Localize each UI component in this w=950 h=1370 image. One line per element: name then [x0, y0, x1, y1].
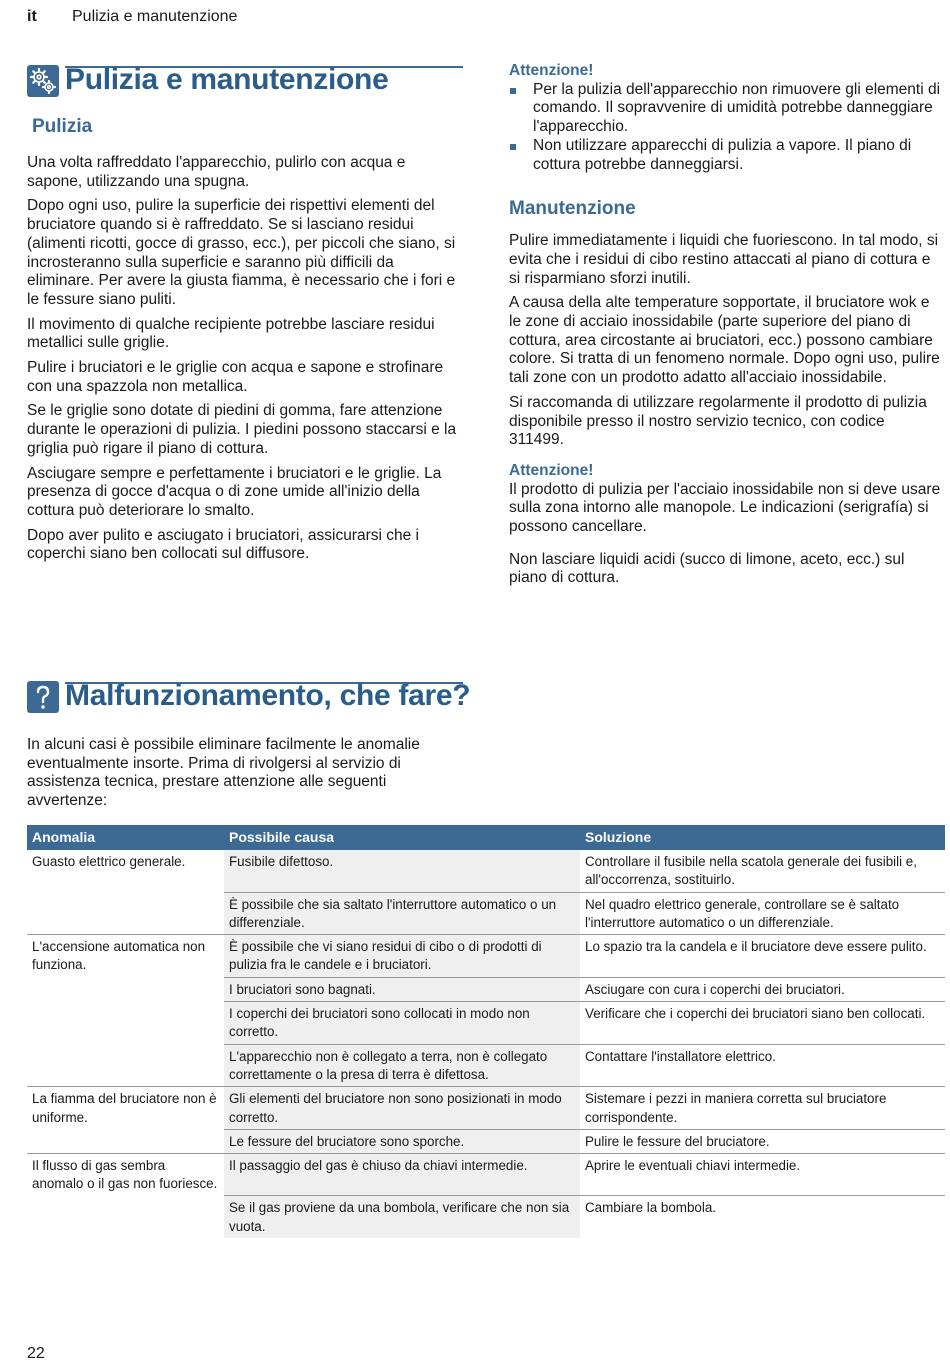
cleaning-title: Pulizia e manutenzione	[65, 63, 389, 96]
warning-text: Il prodotto di pulizia per l'acciaio inossidabile non si deve usare sulla zona intorno alle manopole. Le indicazioni (serigrafía) si possono cancellare.	[509, 480, 941, 536]
cause-cell: Il passaggio del gas è chiuso da chiavi intermedie.	[224, 1154, 580, 1196]
final-paragraph: Non lasciare liquidi acidi (succo di limone, aceto, ecc.) sul piano di cottura.	[509, 550, 905, 587]
warning-label: Attenzione!	[509, 62, 594, 79]
cause-cell: Le fessure del bruciatore sono sporche.	[224, 1129, 580, 1153]
anomaly-cell	[27, 1196, 224, 1238]
maintenance-title: Manutenzione	[509, 198, 636, 220]
anomaly-cell	[27, 1129, 224, 1153]
cause-cell: È possibile che vi siano residui di cibo o di prodotti di pulizia fra le candele e i bruciatori.	[224, 935, 580, 978]
right-column	[509, 62, 941, 594]
solution-cell: Lo spazio tra la candela e il bruciatore deve essere pulito.	[580, 935, 945, 978]
cause-cell: I coperchi dei bruciatori sono collocati in modo non corretto.	[224, 1002, 580, 1045]
solution-cell: Controllare il fusibile nella scatola generale dei fusibili e, all'occorrenza, sostituirlo.	[585, 854, 917, 888]
anomaly-cell	[27, 977, 224, 1001]
anomaly-cell	[27, 1002, 224, 1045]
table-row	[27, 977, 945, 1001]
column-header: Anomalia	[27, 825, 224, 850]
table-row	[27, 1044, 945, 1087]
page-number: 22	[27, 1345, 45, 1362]
solution-cell: Sistemare i pezzi in maniera corretta sul bruciatore corrispondente.	[580, 1087, 945, 1130]
cause-cell: I bruciatori sono bagnati.	[224, 977, 580, 1001]
cause-cell: È possibile che sia saltato l'interruttore automatico o un differenziale.	[224, 892, 580, 935]
anomaly-cell: Guasto elettrico generale.	[32, 854, 186, 869]
cause-cell: L'apparecchio non è collegato a terra, non è collegato correttamente o la presa di terra è difettosa.	[224, 1044, 580, 1087]
paragraph: Se le griglie sono dotate di piedini di gomma, fare attenzione durante le operazioni di pulizia. I piedini possono staccarsi e la griglia può rigare il piano di cottura.	[27, 402, 457, 457]
language-code: it	[27, 8, 37, 25]
table-row	[27, 1002, 945, 1045]
anomaly-cell: Il flusso di gas sembra anomalo o il gas non fuoriesce.	[27, 1154, 224, 1196]
solution-cell: Pulire le fessure del bruciatore.	[580, 1129, 945, 1153]
paragraph: Una volta raffreddato l'apparecchio, pulirlo con acqua e sapone, utilizzando una spugna.	[27, 154, 406, 190]
paragraph: Pulire immediatamente i liquidi che fuoriescono. In tal modo, si evita che i residui di cibo restino attaccati al piano di cottura e si risparmiano sforzi inutili.	[509, 232, 939, 287]
cleaning-heading	[27, 62, 463, 102]
paragraph: Pulire i bruciatori e le griglie con acqua e sapone e strofinare con una spazzola non metallica.	[27, 359, 444, 395]
list-item: Per la pulizia dell'apparecchio non rimuovere gli elementi di comando. Il sopravvenire di umidità potrebbe danneggiare l'apparecchio.	[509, 81, 941, 137]
solution-cell: Nel quadro elettrico generale, controllare se è saltato l'interruttore automatico o un differenziale.	[580, 892, 945, 935]
solution-cell: Cambiare la bombola.	[580, 1196, 945, 1238]
solution-cell: Asciugare con cura i coperchi dei bruciatori.	[580, 977, 945, 1001]
table-row	[27, 1129, 945, 1153]
table-row	[27, 892, 945, 935]
solution-cell: Aprire le eventuali chiavi intermedie.	[580, 1154, 945, 1196]
cleaning-subtitle: Pulizia	[32, 116, 93, 137]
paragraph: Asciugare sempre e perfettamente i bruciatori e le griglie. La presenza di gocce d'acqua o di zone umide all'inizio della cottura può deteriorare lo smalto.	[27, 464, 442, 519]
table-row	[27, 1196, 945, 1238]
anomaly-cell: La fiamma del bruciatore non è uniforme.	[27, 1087, 224, 1130]
paragraph: Dopo aver pulito e asciugato i bruciatori, assicurarsi che i coperchi siano ben collocati sul diffusore.	[27, 526, 419, 563]
paragraph: Il movimento di qualche recipiente potrebbe lasciare residui metallici sulle griglie.	[27, 315, 435, 352]
table-row	[27, 850, 945, 892]
table-row	[27, 1087, 945, 1130]
gears-icon	[27, 65, 59, 97]
malfunction-heading	[27, 678, 471, 718]
question-mark-icon	[27, 681, 59, 713]
warning-label-2: Attenzione!	[509, 461, 594, 479]
cause-cell: Se il gas proviene da una bombola, verificare che non sia vuota.	[224, 1196, 580, 1238]
malfunction-title: Malfunzionamento, che fare?	[65, 679, 471, 712]
table-row	[27, 935, 945, 978]
solution-cell: Contattare l'installatore elettrico.	[580, 1044, 945, 1087]
paragraph: Si raccomanda di utilizzare regolarmente il prodotto di pulizia disponibile presso il nostro servizio tecnico, con codice 311499.	[509, 393, 927, 449]
paragraph: A causa della alte temperature sopportate, il bruciatore wok e le zone di acciaio inossidabile (parte superiore del piano di cottura, area circostante ai bruciatori, ecc.) possono cambiare colore. Si tratta di un fenomeno normale. Dopo ogni uso, pulire tali zone con un prodotto adatto all'acciaio inossidabile.	[509, 294, 940, 387]
anomaly-cell	[27, 1044, 224, 1087]
malfunction-intro: In alcuni casi è possibile eliminare facilmente le anomalie eventualmente insorte. Prima di rivolgersi al servizio di assistenza tecnica, prestare attenzione alle seguenti avvertenze:	[27, 736, 420, 810]
cleaning-section	[27, 62, 463, 570]
column-header: Possibile causa	[224, 825, 580, 850]
list-item: Non utilizzare apparecchi di pulizia a vapore. Il piano di cottura potrebbe danneggiarsi.	[509, 137, 941, 174]
table-header-row	[27, 825, 945, 850]
cause-cell: Fusibile difettoso.	[224, 850, 580, 892]
anomaly-cell	[27, 892, 224, 935]
troubleshooting-table	[27, 825, 945, 1238]
page-header	[27, 8, 238, 26]
anomaly-cell: L'accensione automatica non funziona.	[27, 935, 224, 978]
column-header: Soluzione	[580, 825, 945, 850]
header-section-title: Pulizia e manutenzione	[72, 8, 238, 25]
solution-cell: Verificare che i coperchi dei bruciatori siano ben collocati.	[580, 1002, 945, 1045]
table-row	[27, 1154, 945, 1196]
cause-cell: Gli elementi del bruciatore non sono posizionati in modo corretto.	[224, 1087, 580, 1130]
warning-list	[509, 81, 941, 175]
paragraph: Dopo ogni uso, pulire la superficie dei rispettivi elementi del bruciatore quando si è raffreddato. Se si lasciano residui (alimenti ricotti, gocce di grasso, ecc.), per piccoli che siano, si incrosteranno sulla superficie e saranno più difficili da eliminare. Per avere la giusta fiamma, è necessario che i fori e le fessure siano puliti.	[27, 197, 456, 308]
